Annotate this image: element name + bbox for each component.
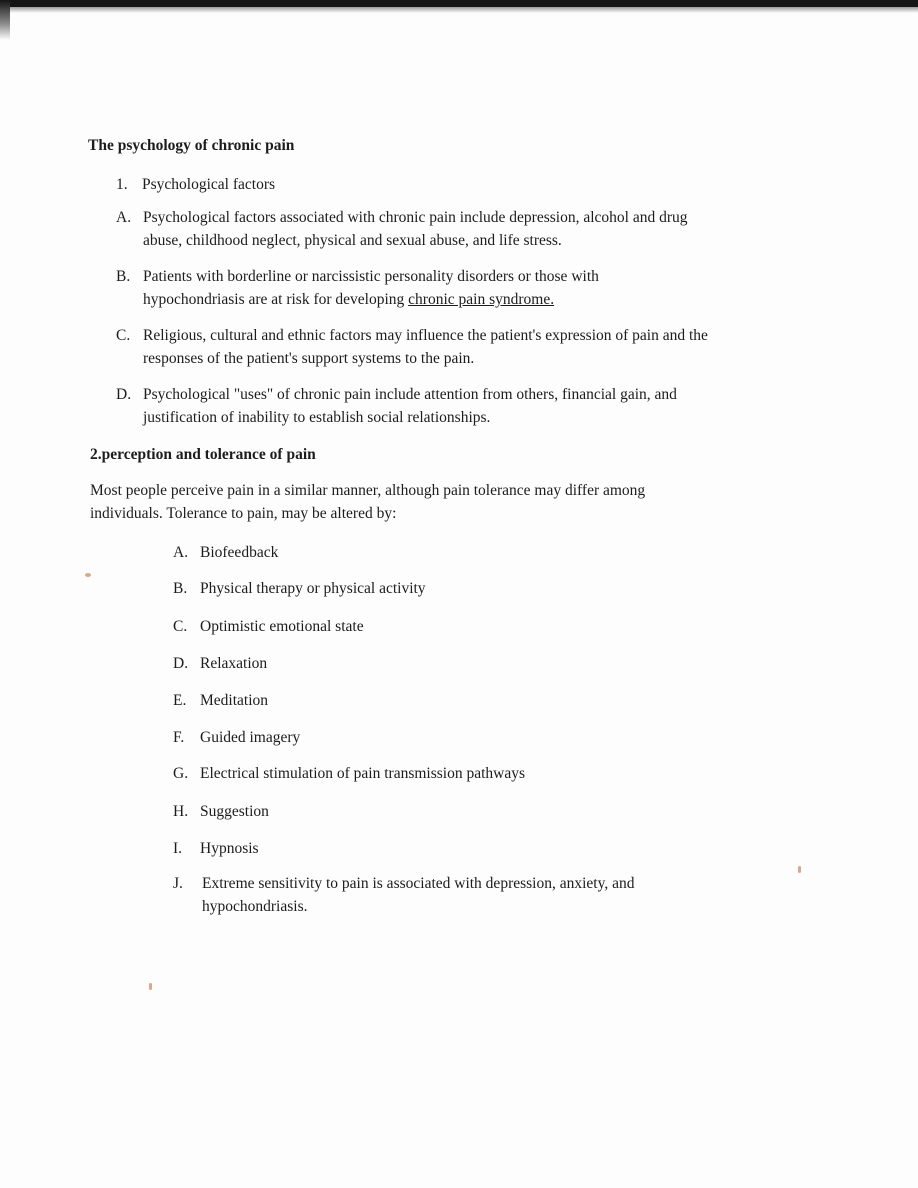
- section1-heading-text: Psychological factors: [142, 176, 276, 193]
- list-item-text: Optimistic emotional state: [200, 618, 364, 635]
- list-item: [173, 615, 673, 638]
- list-item-text: Suggestion: [200, 803, 269, 820]
- list-item-letter: C.: [116, 327, 131, 344]
- list-item-letter: J.: [173, 875, 183, 892]
- list-item-text: Psychological factors associated with chronic pain include depression, alcohol and drug abuse, childhood neglect, physical and sexual abuse, and life stress.: [143, 209, 688, 249]
- list-item-letter: H.: [173, 803, 189, 820]
- scan-corner-shadow: [0, 0, 10, 40]
- document-title: The psychology of chronic pain: [88, 137, 295, 154]
- list-item: [173, 800, 673, 823]
- list-item-letter: B.: [116, 268, 131, 285]
- list-item-letter: A.: [116, 209, 132, 226]
- scan-speck: [798, 866, 801, 873]
- list-item-text: Hypnosis: [200, 840, 259, 857]
- list-item: [173, 652, 673, 675]
- list-item-letter: D.: [116, 386, 132, 403]
- list-item-letter: C.: [173, 618, 188, 635]
- list-item-text: Biofeedback: [200, 544, 279, 561]
- list-item: [173, 577, 673, 600]
- list-item-text: Patients with borderline or narcissistic personality disorders or those with hypochondriasis are at risk for developing: [143, 268, 599, 308]
- list-item-text: Electrical stimulation of pain transmission pathways: [200, 765, 526, 782]
- list-item-text: Extreme sensitivity to pain is associated with depression, anxiety, and hypochondriasis.: [202, 875, 635, 915]
- list-item-text: Religious, cultural and ethnic factors may influence the patient's expression of pain and the responses of the patient's support systems to the pain.: [143, 327, 708, 367]
- underlined-term: chronic pain syndrome.: [408, 291, 555, 308]
- section1-heading: [116, 173, 516, 196]
- list-item: [173, 726, 673, 749]
- list-item: [173, 837, 673, 860]
- list-item-letter: D.: [173, 655, 189, 672]
- list-item-text: Guided imagery: [200, 729, 301, 746]
- list-item: [116, 324, 721, 370]
- list-item: [116, 383, 731, 429]
- scan-top-shadow: [0, 7, 918, 13]
- list-item: [116, 206, 714, 252]
- list-item-text: Meditation: [200, 692, 269, 709]
- list-item: [116, 265, 676, 311]
- list-item-text: Physical therapy or physical activity: [200, 580, 426, 597]
- list-item-body: [116, 265, 676, 311]
- scan-top-edge: [0, 0, 918, 7]
- scan-speck: [149, 983, 152, 990]
- list-item-text: Psychological "uses" of chronic pain include attention from others, financial gain, and justification of inability to establish social relationships.: [143, 386, 677, 426]
- list-item-letter: I.: [173, 840, 183, 857]
- list-item-text: Relaxation: [200, 655, 268, 672]
- list-item-letter: E.: [173, 692, 187, 709]
- section2-intro: Most people perceive pain in a similar manner, although pain tolerance may differ among individuals. Tolerance to pain, may be altered by:: [90, 482, 646, 522]
- list-item: [173, 541, 673, 564]
- list-item-letter: F.: [173, 729, 185, 746]
- section1-number: 1.: [116, 176, 128, 193]
- list-item: [173, 762, 673, 785]
- scan-speck: [85, 573, 91, 577]
- list-item: [173, 872, 678, 918]
- list-item-letter: G.: [173, 765, 189, 782]
- list-item: [173, 689, 673, 712]
- section2-heading: 2.perception and tolerance of pain: [90, 446, 316, 463]
- list-item-letter: B.: [173, 580, 188, 597]
- list-item-letter: A.: [173, 544, 189, 561]
